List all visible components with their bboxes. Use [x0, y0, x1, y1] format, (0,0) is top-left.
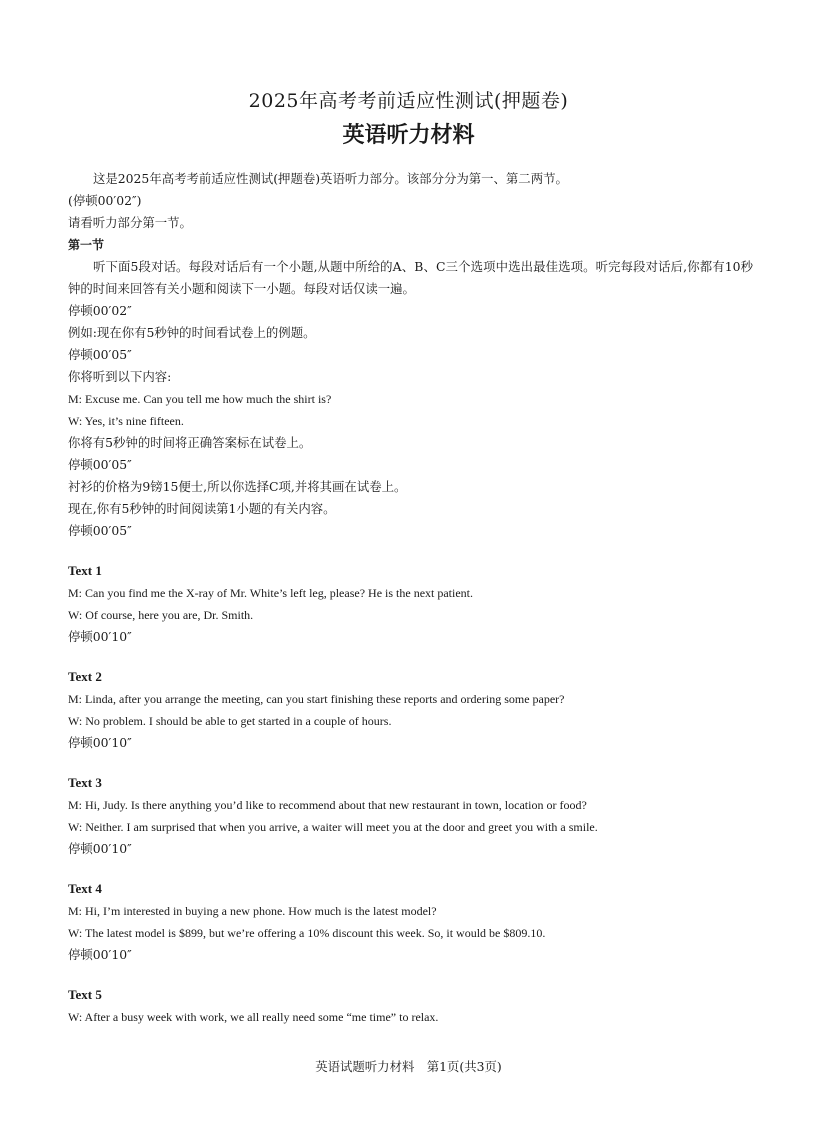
dialogue-line: W: Neither. I am surprised that when you arrive, a waiter will meet you at the door and greet you with a smile. — [68, 820, 598, 834]
dialogue-block-5 — [68, 984, 753, 1028]
example-dialogue-m: M: Excuse me. Can you tell me how much the shirt is? — [68, 392, 332, 406]
text-label: Text 4 — [68, 881, 102, 896]
pause-marker: 停顿00′02″ — [68, 303, 132, 318]
dialogue-line: W: The latest model is $899, but we’re offering a 10% discount this week. So, it would be $809.10. — [68, 926, 546, 940]
intro-line: 现在,你有5秒钟的时间阅读第1小题的有关内容。 — [68, 501, 336, 516]
example-dialogue-w: W: Yes, it’s nine fifteen. — [68, 414, 184, 428]
pause-marker: 停顿00′05″ — [68, 523, 132, 538]
intro-line: 请看听力部分第一节。 — [68, 215, 192, 230]
text-label: Text 3 — [68, 775, 102, 790]
dialogue-line: M: Hi, Judy. Is there anything you’d like to recommend about that new restaurant in town, location or food? — [68, 798, 587, 812]
page-footer: 英语试题听力材料 第1页(共3页) — [315, 1059, 502, 1074]
section-heading: 第一节 — [68, 238, 105, 252]
pause-marker: 停顿00′10″ — [68, 629, 132, 644]
text-label: Text 1 — [68, 563, 102, 578]
intro-line: 你将有5秒钟的时间将正确答案标在试卷上。 — [68, 435, 312, 450]
dialogue-line: M: Hi, I’m interested in buying a new phone. How much is the latest model? — [68, 904, 437, 918]
dialogue-line: W: No problem. I should be able to get started in a couple of hours. — [68, 714, 392, 728]
dialogue-block-2 — [68, 666, 753, 754]
dialogue-line: W: After a busy week with work, we all really need some “me time” to relax. — [68, 1010, 439, 1024]
document-subtitle: 英语听力材料 — [342, 123, 475, 148]
dialogue-block-3 — [68, 772, 753, 860]
pause-marker: 停顿00′10″ — [68, 841, 132, 856]
pause-marker: 停顿00′10″ — [68, 947, 132, 962]
intro-line: 衬衫的价格为9镑15便士,所以你选择C项,并将其画在试卷上。 — [68, 479, 407, 494]
example-line: 例如:现在你有5秒钟的时间看试卷上的例题。 — [68, 325, 316, 340]
text-label: Text 2 — [68, 669, 102, 684]
pause-marker: 停顿00′05″ — [68, 457, 132, 472]
intro-line: 这是2025年高考考前适应性测试(押题卷)英语听力部分。该部分分为第一、第二两节。 — [93, 171, 568, 186]
dialogue-line: W: Of course, here you are, Dr. Smith. — [68, 608, 254, 622]
document-body — [68, 168, 753, 1028]
dialogue-line: M: Linda, after you arrange the meeting, can you start finishing these reports and ordering some paper? — [68, 692, 565, 706]
pause-marker: 停顿00′10″ — [68, 735, 132, 750]
dialogue-line: M: Can you find me the X-ray of Mr. White’s left leg, please? He is the next patient. — [68, 586, 474, 600]
text-label: Text 5 — [68, 987, 102, 1002]
exam-title: 2025年高考考前适应性测试(押题卷) — [248, 90, 569, 112]
pause-marker: 停顿00′05″ — [68, 347, 132, 362]
dialogue-block-1 — [68, 560, 753, 648]
dialogue-block-4 — [68, 878, 753, 966]
instructions-paragraph: 听下面5段对话。每段对话后有一个小题,从题中所给的A、B、C三个选项中选出最佳选项。听完每段对话后,你都有10秒钟的时间来回答有关小题和阅读下一小题。每段对话仅读一遍。 — [68, 259, 753, 296]
intro-line: 你将听到以下内容: — [68, 369, 172, 384]
pause-marker: (停顿00′02″) — [68, 193, 142, 208]
